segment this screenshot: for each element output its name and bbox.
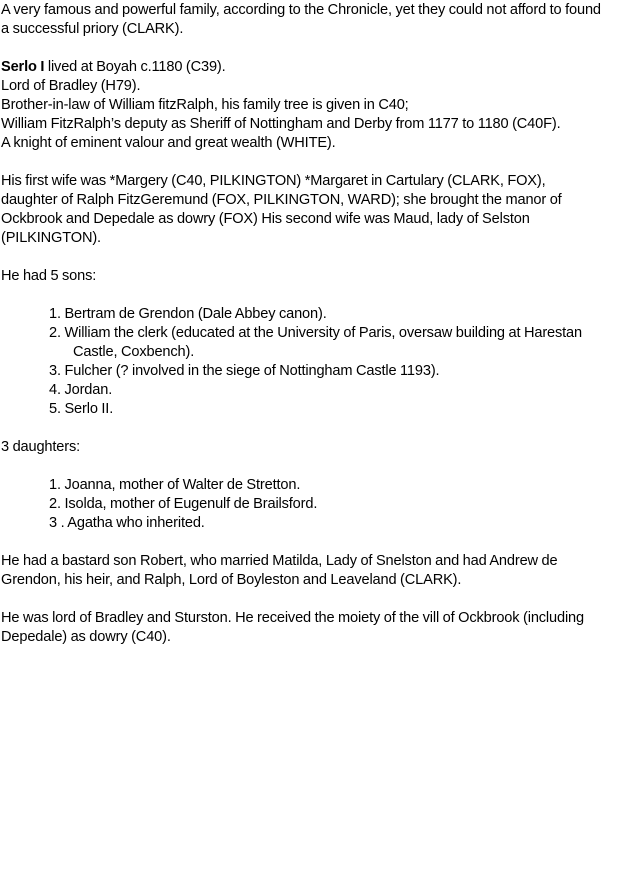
sons-heading: He had 5 sons: (1, 268, 97, 284)
document-body (1, 1, 627, 666)
bastard-line-2: Grendon, his heir, and Ralph, Lord of Boyleston and Leaveland (CLARK). (1, 572, 462, 588)
serlo-lived-line (1, 58, 627, 77)
list-item: 3. Fulcher (? involved in the siege of Nottingham Castle 1193). (49, 363, 440, 379)
list-item-continuation: Castle, Coxbench). (73, 344, 195, 360)
list-item (1, 324, 627, 362)
lordship-line-1: He was lord of Bradley and Sturston. He received the moiety of the vill of Ockbrook (including (1, 610, 584, 626)
bastard-paragraph (1, 552, 627, 590)
serlo-name: Serlo I (1, 59, 45, 75)
list-item: 5. Serlo II. (49, 401, 114, 417)
intro-line-2: a successful priory (CLARK). (1, 21, 184, 37)
serlo-brother-line: Brother-in-law of William fitzRalph, his family tree is given in C40; (1, 97, 409, 113)
wives-paragraph (1, 172, 627, 248)
daughters-heading: 3 daughters: (1, 439, 81, 455)
wives-line-1: His first wife was *Margery (C40, PILKINGTON) *Margaret in Cartulary (CLARK, FOX), (1, 173, 546, 189)
list-item: 3 . Agatha who inherited. (49, 515, 205, 531)
list-item: 2. Isolda, mother of Eugenulf de Brailsford. (49, 496, 318, 512)
daughters-list (1, 476, 627, 533)
serlo-deputy-line: William FitzRalph’s deputy as Sheriff of Nottingham and Derby from 1177 to 1180 (C40F). (1, 116, 561, 132)
bastard-line-1: He had a bastard son Robert, who married Matilda, Lady of Snelston and had Andrew de (1, 553, 558, 569)
intro-line-1: A very famous and powerful family, according to the Chronicle, yet they could not afford to found (1, 2, 601, 18)
serlo-paragraph (1, 58, 627, 153)
list-item-text: 2. William the clerk (educated at the University of Paris, oversaw building at Harestan (49, 325, 582, 341)
lordship-line-2: Depedale) as dowry (C40). (1, 629, 171, 645)
serlo-knight-line: A knight of eminent valour and great wealth (WHITE). (1, 135, 336, 151)
list-item: 1. Joanna, mother of Walter de Stretton. (49, 477, 301, 493)
wives-line-4: (PILKINGTON). (1, 230, 101, 246)
wives-line-3: Ockbrook and Depedale as dowry (FOX) His second wife was Maud, lady of Selston (1, 211, 530, 227)
intro-paragraph (1, 1, 627, 39)
serlo-lived-text: lived at Boyah c.1180 (C39). (44, 59, 226, 75)
sons-list (1, 305, 627, 419)
sons-section (1, 267, 627, 286)
serlo-lord-line: Lord of Bradley (H79). (1, 78, 141, 94)
lordship-paragraph (1, 609, 627, 647)
wives-line-2: daughter of Ralph FitzGeremund (FOX, PILKINGTON, WARD); she brought the manor of (1, 192, 562, 208)
daughters-section (1, 438, 627, 457)
list-item: 1. Bertram de Grendon (Dale Abbey canon). (49, 306, 327, 322)
list-item: 4. Jordan. (49, 382, 113, 398)
